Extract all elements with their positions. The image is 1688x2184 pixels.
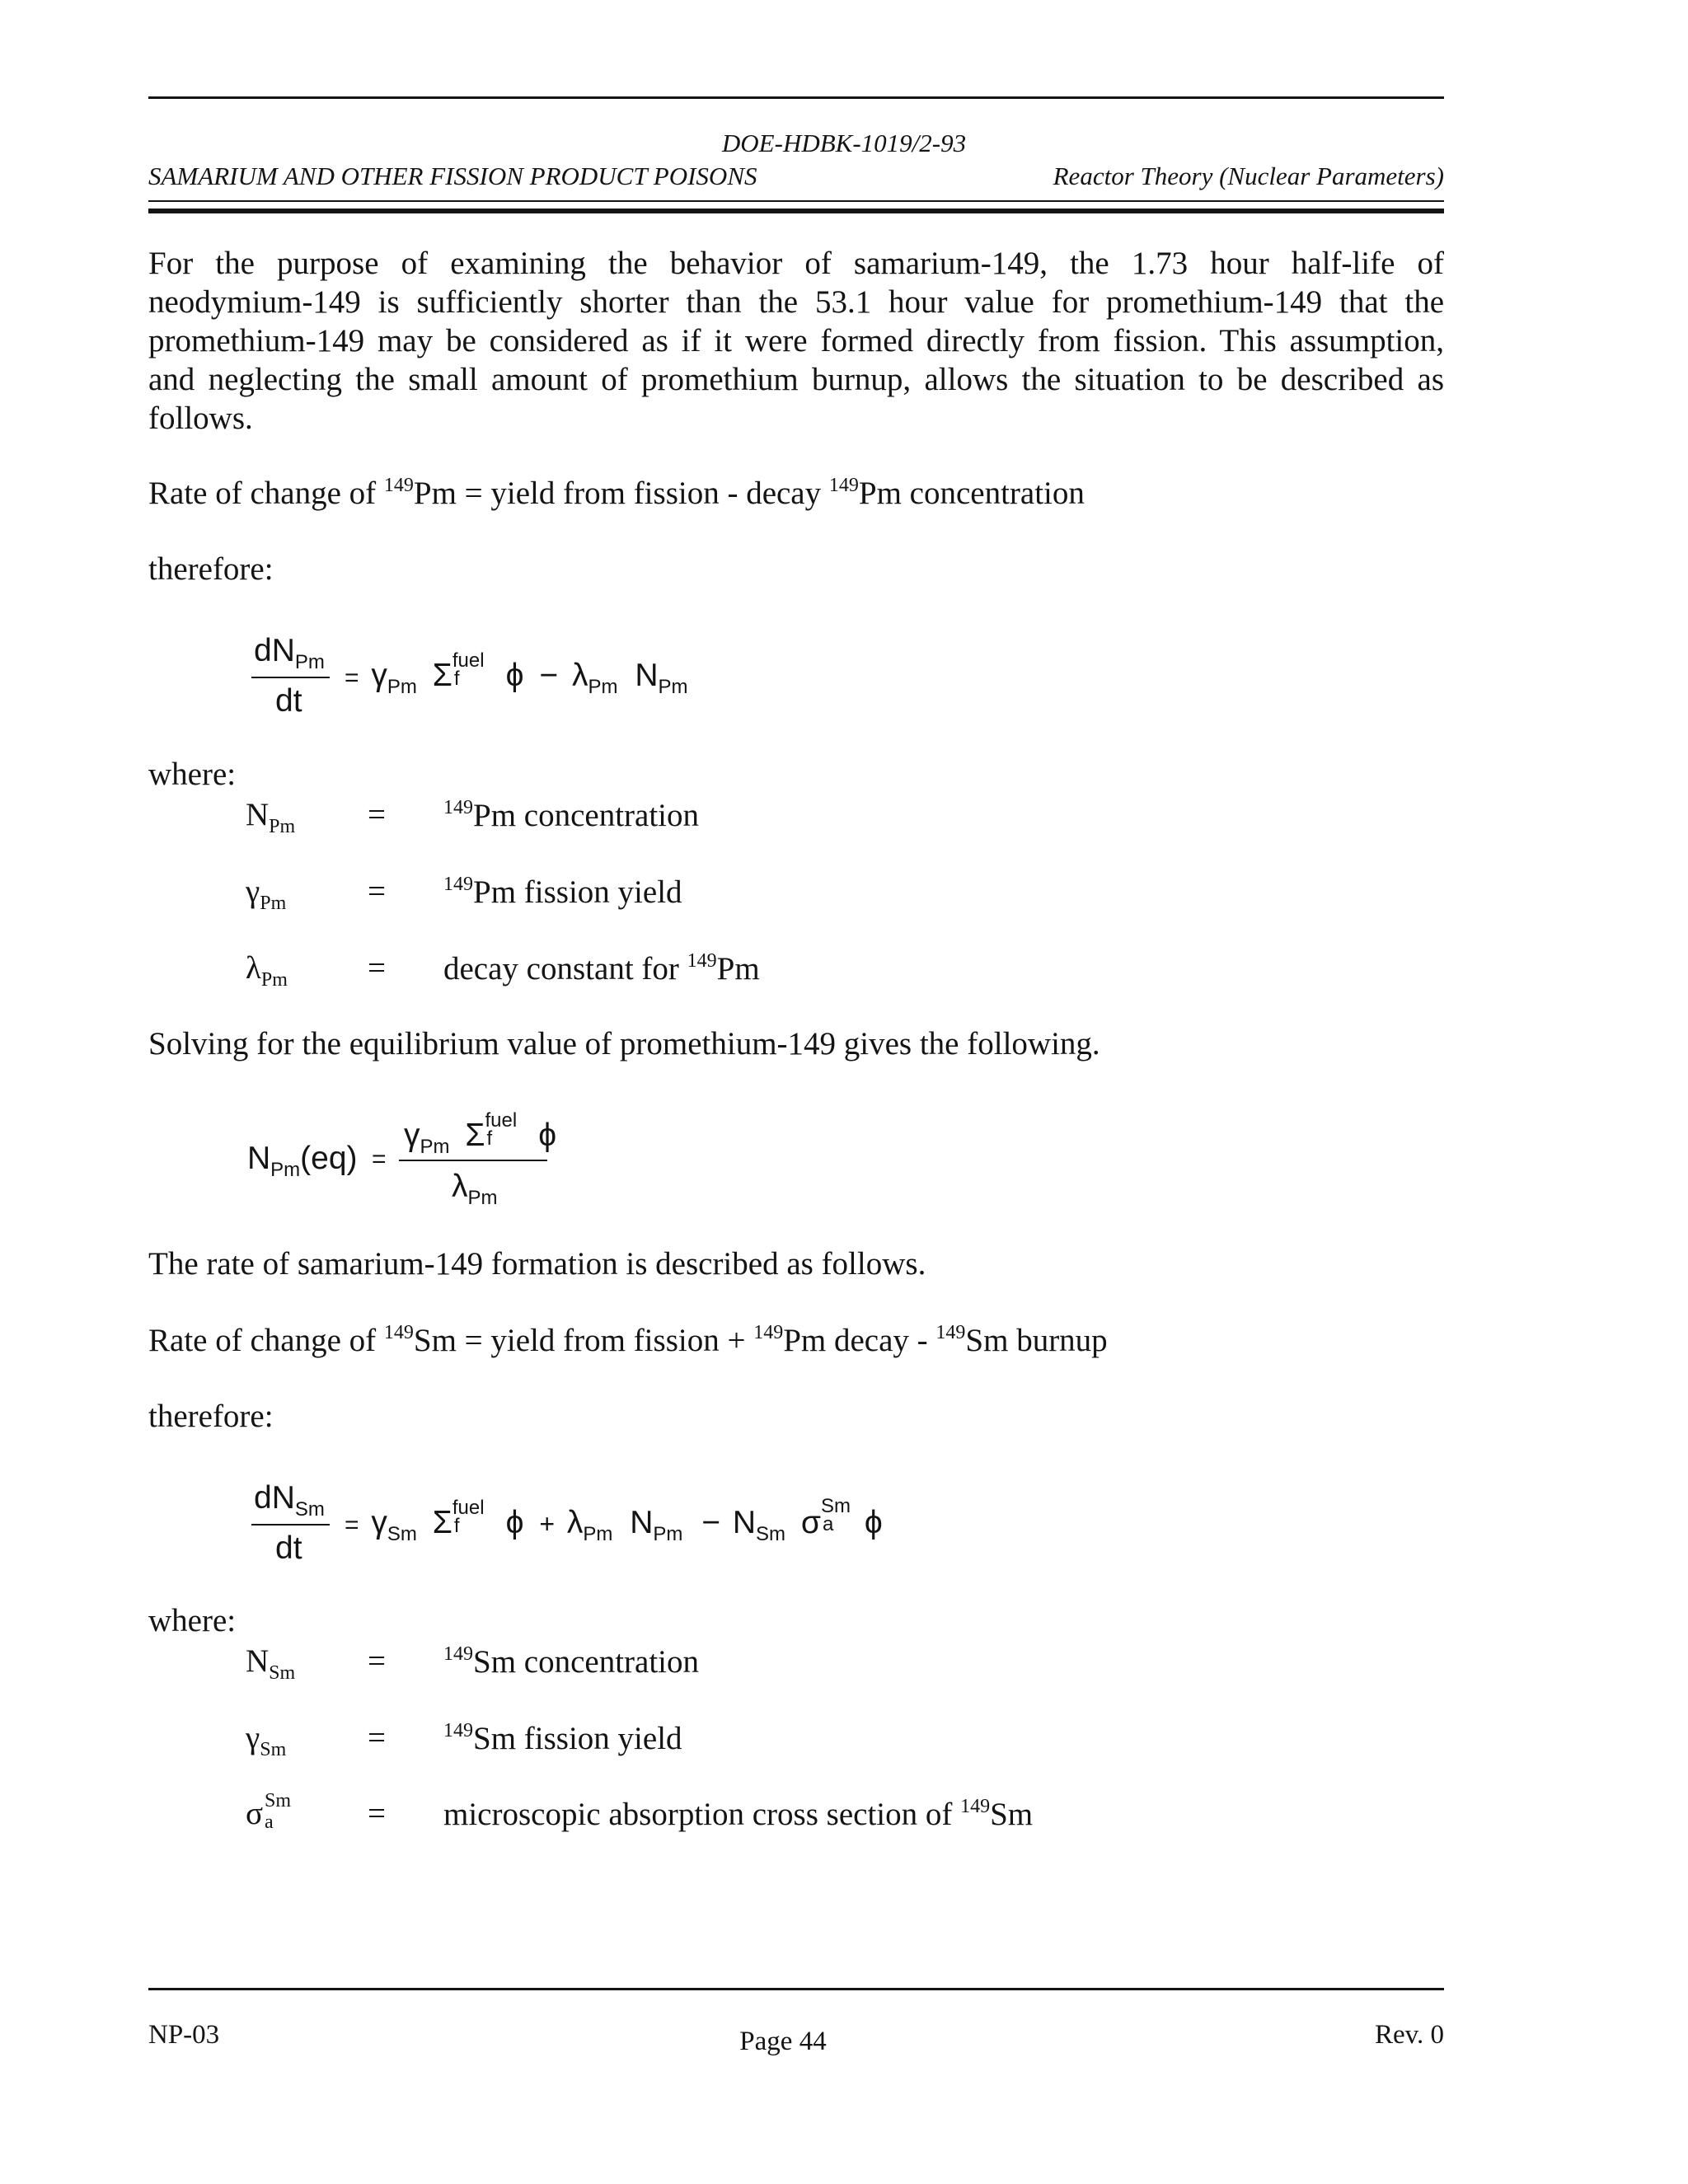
header-rule-thin <box>148 200 1444 202</box>
n-symbol: N <box>732 1505 757 1540</box>
text: dN <box>254 1480 295 1516</box>
gamma-symbol: γ <box>371 1505 387 1540</box>
sigma-symbol: Σ <box>432 1505 452 1540</box>
minus-sign: − <box>539 658 559 693</box>
superscript: fuel <box>452 1497 485 1519</box>
superscript: fuel <box>452 649 485 672</box>
mass-number: 149 <box>383 475 414 496</box>
module-title: Reactor Theory (Nuclear Parameters) <box>1053 162 1444 190</box>
equals-sign: = <box>368 1796 386 1831</box>
sm-rate-statement <box>148 1321 1108 1361</box>
lhs <box>247 1142 358 1180</box>
text: γ <box>246 874 260 909</box>
therefore-label: therefore: <box>148 551 274 587</box>
mass-number: 149 <box>383 1322 414 1343</box>
paragraph-line: promethium-149 may be considered as if it were formed directly from fission. This assumption, <box>148 323 1444 359</box>
subscript: Pm <box>467 1187 498 1209</box>
mass-number: 149 <box>935 1322 966 1343</box>
subscript: Pm <box>588 676 618 698</box>
subscript: Pm <box>260 969 288 991</box>
denominator: dt <box>275 1530 302 1566</box>
subscript: f <box>453 668 460 690</box>
equals-sign: = <box>368 1643 386 1679</box>
subscript: Pm <box>387 676 417 698</box>
phi-symbol: ϕ <box>864 1505 883 1540</box>
equals-sign: = <box>372 1146 387 1173</box>
subscript: Sm <box>756 1523 786 1545</box>
footer-rule <box>148 1988 1444 1990</box>
text: Rate of change of <box>148 1323 384 1358</box>
numerator <box>404 1109 557 1158</box>
lambda-symbol: λ <box>571 658 588 693</box>
definition-text <box>443 873 682 912</box>
text: γ <box>246 1720 260 1755</box>
sup-sub-stack <box>452 1497 490 1537</box>
subscript: f <box>453 1515 460 1537</box>
equals-sign: = <box>368 1720 386 1755</box>
equals-sign: = <box>368 950 386 986</box>
subscript: Pm <box>658 676 688 698</box>
mass-number: 149 <box>443 797 473 818</box>
isotope-symbol: Pm <box>716 951 760 987</box>
fraction-bar <box>399 1160 547 1161</box>
sigma-small-symbol: σ <box>800 1505 821 1540</box>
denominator <box>452 1170 498 1208</box>
mass-number: 149 <box>753 1322 784 1343</box>
text: concentration <box>901 476 1085 511</box>
equation-rhs <box>345 1495 883 1545</box>
text: burnup <box>1008 1323 1108 1358</box>
subscript: Pm <box>294 651 325 673</box>
sigma-symbol: Σ <box>432 658 452 693</box>
gamma-symbol: γ <box>371 658 387 693</box>
isotope-symbol: Pm <box>413 476 457 511</box>
intro-paragraph <box>148 244 1444 438</box>
symbol <box>246 1719 286 1762</box>
text: fission yield <box>516 1721 682 1756</box>
isotope-symbol: Sm <box>990 1797 1034 1832</box>
isotope-symbol: Pm <box>473 874 517 910</box>
lambda-symbol: λ <box>452 1169 468 1204</box>
equals-sign: = <box>368 874 386 909</box>
header-rule-thick <box>148 209 1444 213</box>
paragraph-line: For the purpose of examining the behavior of samarium-149, the 1.73 hour half-life of <box>148 246 1444 281</box>
isotope-symbol: Sm <box>473 1644 517 1680</box>
text: N <box>246 1643 270 1679</box>
denominator: dt <box>275 683 302 719</box>
gamma-symbol: γ <box>404 1118 420 1153</box>
subscript: Pm <box>653 1523 683 1545</box>
subscript: Sm <box>387 1523 417 1545</box>
footer-module-code: NP-03 <box>148 2020 220 2050</box>
subscript: f <box>486 1127 493 1150</box>
paragraph-line: neodymium-149 is sufficiently shorter than the 53.1 hour value for promethium-149 that the <box>148 284 1444 320</box>
definition-text <box>443 1719 682 1759</box>
solving-statement: Solving for the equilibrium value of promethium-149 gives the following. <box>148 1026 1100 1062</box>
sigma-symbol: Σ <box>465 1118 485 1153</box>
mass-number: 149 <box>960 1796 991 1817</box>
definition-text <box>443 949 760 989</box>
text: N <box>246 797 270 832</box>
isotope-symbol: Pm <box>783 1323 827 1358</box>
subscript: Pm <box>583 1523 613 1545</box>
superscript: Sm <box>820 1495 851 1517</box>
pm-rate-statement <box>148 474 1085 513</box>
minus-sign: − <box>701 1505 721 1540</box>
text: = yield from fission - decay <box>456 476 829 511</box>
symbol <box>246 873 286 916</box>
mass-number: 149 <box>687 950 717 972</box>
sup-sub-stack <box>485 1109 523 1150</box>
fraction-bar <box>251 677 330 678</box>
n-symbol: N <box>635 658 659 693</box>
subscript: Sm <box>260 1739 287 1760</box>
mass-number: 149 <box>443 1643 473 1665</box>
superscript: fuel <box>485 1109 518 1132</box>
equals-sign: = <box>345 664 359 691</box>
where-label: where: <box>148 757 237 792</box>
symbol <box>246 949 288 992</box>
therefore-label: therefore: <box>148 1399 274 1434</box>
symbol <box>246 1790 296 1834</box>
phi-symbol: ϕ <box>538 1118 557 1153</box>
definition-text <box>443 1795 1033 1835</box>
text: = yield from fission + <box>456 1323 754 1358</box>
mass-number: 149 <box>443 874 473 895</box>
phi-symbol: ϕ <box>505 1505 524 1540</box>
mass-number: 149 <box>828 475 859 496</box>
subscript: a <box>265 1811 274 1833</box>
text: microscopic absorption cross section of <box>443 1797 961 1832</box>
text: decay constant for <box>443 951 687 987</box>
n-symbol: N <box>247 1141 271 1176</box>
subscript: a <box>822 1513 834 1535</box>
where-label: where: <box>148 1603 237 1638</box>
symbol <box>246 796 295 839</box>
text: λ <box>246 950 261 986</box>
text: concentration <box>516 798 700 833</box>
phi-symbol: ϕ <box>505 658 524 693</box>
subscript: Sm <box>294 1498 325 1521</box>
mass-number: 149 <box>443 1720 473 1741</box>
sup-sub-stack <box>263 1790 296 1833</box>
lambda-symbol: λ <box>566 1505 584 1540</box>
subscript: Pm <box>269 816 296 837</box>
subscript: Pm <box>260 893 287 914</box>
isotope-symbol: Pm <box>473 798 517 833</box>
footer-revision: Rev. 0 <box>1374 2020 1444 2050</box>
isotope-symbol: Pm <box>858 476 902 511</box>
n-symbol: N <box>630 1505 654 1540</box>
subscript: Pm <box>270 1159 301 1181</box>
definition-text <box>443 1643 699 1682</box>
section-title: SAMARIUM AND OTHER FISSION PRODUCT POISONS <box>148 162 757 190</box>
numerator <box>254 1482 325 1520</box>
isotope-symbol: Sm <box>413 1323 457 1358</box>
subscript: Sm <box>269 1662 296 1684</box>
equals-sign: = <box>345 1511 359 1539</box>
text: decay - <box>826 1323 936 1358</box>
sup-sub-stack <box>452 649 490 690</box>
page-number: Page 44 <box>739 2027 827 2056</box>
symbol <box>246 1643 295 1685</box>
superscript: Sm <box>265 1790 292 1811</box>
plus-sign: + <box>539 1509 556 1539</box>
document-id: DOE-HDBK-1019/2-93 <box>721 129 967 157</box>
isotope-symbol: Sm <box>965 1323 1009 1358</box>
paragraph-line: follows. <box>148 401 253 436</box>
equals-sign: = <box>368 797 386 832</box>
text: dN <box>254 633 295 668</box>
text: (eq) <box>300 1141 358 1176</box>
paragraph-line: and neglecting the small amount of promethium burnup, allows the situation to be described as <box>148 362 1444 397</box>
text: σ <box>246 1796 264 1831</box>
sup-sub-stack <box>820 1495 851 1535</box>
subscript: Pm <box>420 1136 450 1158</box>
text: Rate of change of <box>148 476 384 511</box>
equation-rhs <box>345 649 688 698</box>
fraction-bar <box>251 1524 330 1526</box>
header-top-rule <box>148 96 1444 99</box>
sm-formation-statement: The rate of samarium-149 formation is described as follows. <box>148 1246 926 1282</box>
numerator <box>254 635 325 673</box>
definition-text <box>443 796 699 836</box>
text: fission yield <box>516 874 682 910</box>
isotope-symbol: Sm <box>473 1721 517 1756</box>
text: concentration <box>516 1644 700 1680</box>
